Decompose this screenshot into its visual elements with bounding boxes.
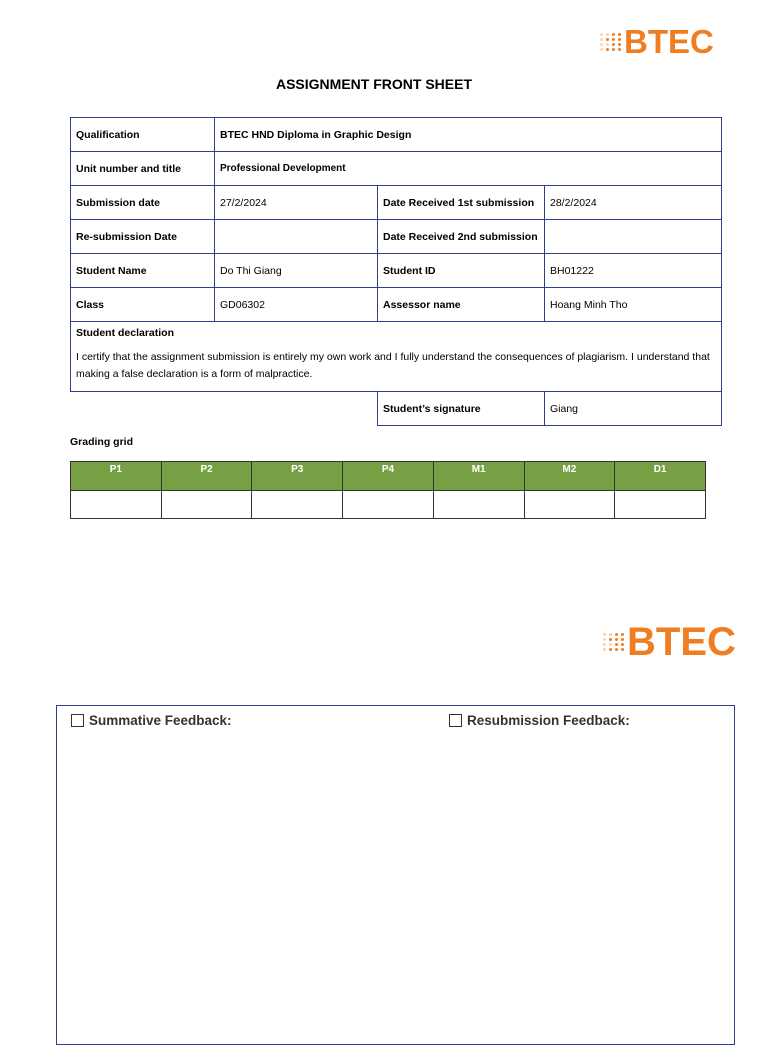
table-row: [71, 392, 722, 426]
table-row: [71, 288, 722, 322]
submission-date-label: Submission date: [71, 186, 215, 220]
table-row: [71, 118, 722, 152]
grade-header-row: [71, 462, 706, 491]
resubmission-feedback[interactable]: [449, 713, 630, 728]
grade-header: P4: [343, 462, 434, 491]
table-row: [71, 186, 722, 220]
grade-value-row: [71, 491, 706, 519]
table-row: [71, 322, 722, 392]
class-value: GD06302: [215, 288, 378, 322]
grading-grid-table: [70, 461, 706, 519]
date-received-1-value: 28/2/2024: [545, 186, 722, 220]
grading-grid-label: Grading grid: [70, 436, 133, 448]
student-declaration: [71, 322, 722, 392]
resubmission-date-label: Re-submission Date: [71, 220, 215, 254]
declaration-title: Student declaration: [76, 327, 175, 339]
submission-date-value: 27/2/2024: [215, 186, 378, 220]
checkbox-icon[interactable]: [449, 714, 462, 727]
logo-text: BTEC: [627, 620, 736, 664]
resubmission-date-value: [215, 220, 378, 254]
date-received-2-label: Date Received 2nd submission: [378, 220, 545, 254]
unit-value: Professional Development: [215, 152, 722, 186]
class-label: Class: [71, 288, 215, 322]
logo-dots-icon: [603, 633, 625, 651]
table-row: [71, 152, 722, 186]
grade-cell: [161, 491, 252, 519]
student-name-value: Do Thi Giang: [215, 254, 378, 288]
grade-header: M2: [524, 462, 615, 491]
student-id-value: BH01222: [545, 254, 722, 288]
feedback-box: [56, 705, 735, 1045]
qualification-value: BTEC HND Diploma in Graphic Design: [215, 118, 722, 152]
grade-cell: [433, 491, 524, 519]
table-row: [71, 254, 722, 288]
qualification-label: Qualification: [71, 118, 215, 152]
declaration-text: I certify that the assignment submission is entirely my own work and I fully understand the consequences of plagiarism. I understand that making a false declaration is a form of malpractice.: [76, 351, 710, 380]
blank-cell: [71, 392, 378, 426]
btec-logo: [603, 617, 736, 667]
student-id-label: Student ID: [378, 254, 545, 288]
assessor-value: Hoang Minh Tho: [545, 288, 722, 322]
grade-header: M1: [433, 462, 524, 491]
signature-value: Giang: [545, 392, 722, 426]
assessor-label: Assessor name: [378, 288, 545, 322]
signature-label: Student’s signature: [378, 392, 545, 426]
resubmission-feedback-label: Resubmission Feedback:: [467, 713, 630, 728]
grade-header: P2: [161, 462, 252, 491]
grade-cell: [252, 491, 343, 519]
btec-logo: [600, 22, 714, 62]
grade-cell: [615, 491, 706, 519]
summative-feedback[interactable]: [71, 713, 232, 728]
checkbox-icon[interactable]: [71, 714, 84, 727]
logo-text: BTEC: [624, 23, 714, 60]
date-received-1-label: Date Received 1st submission: [378, 186, 545, 220]
page-title: ASSIGNMENT FRONT SHEET: [275, 76, 472, 92]
logo-dots-icon: [600, 33, 622, 51]
unit-label: Unit number and title: [71, 152, 215, 186]
date-received-2-value: [545, 220, 722, 254]
grade-header: P3: [252, 462, 343, 491]
grade-cell: [71, 491, 162, 519]
grade-cell: [524, 491, 615, 519]
grade-header: D1: [615, 462, 706, 491]
front-sheet-table: [70, 117, 722, 426]
student-name-label: Student Name: [71, 254, 215, 288]
table-row: [71, 220, 722, 254]
grade-header: P1: [71, 462, 162, 491]
grade-cell: [343, 491, 434, 519]
summative-feedback-label: Summative Feedback:: [89, 713, 232, 728]
